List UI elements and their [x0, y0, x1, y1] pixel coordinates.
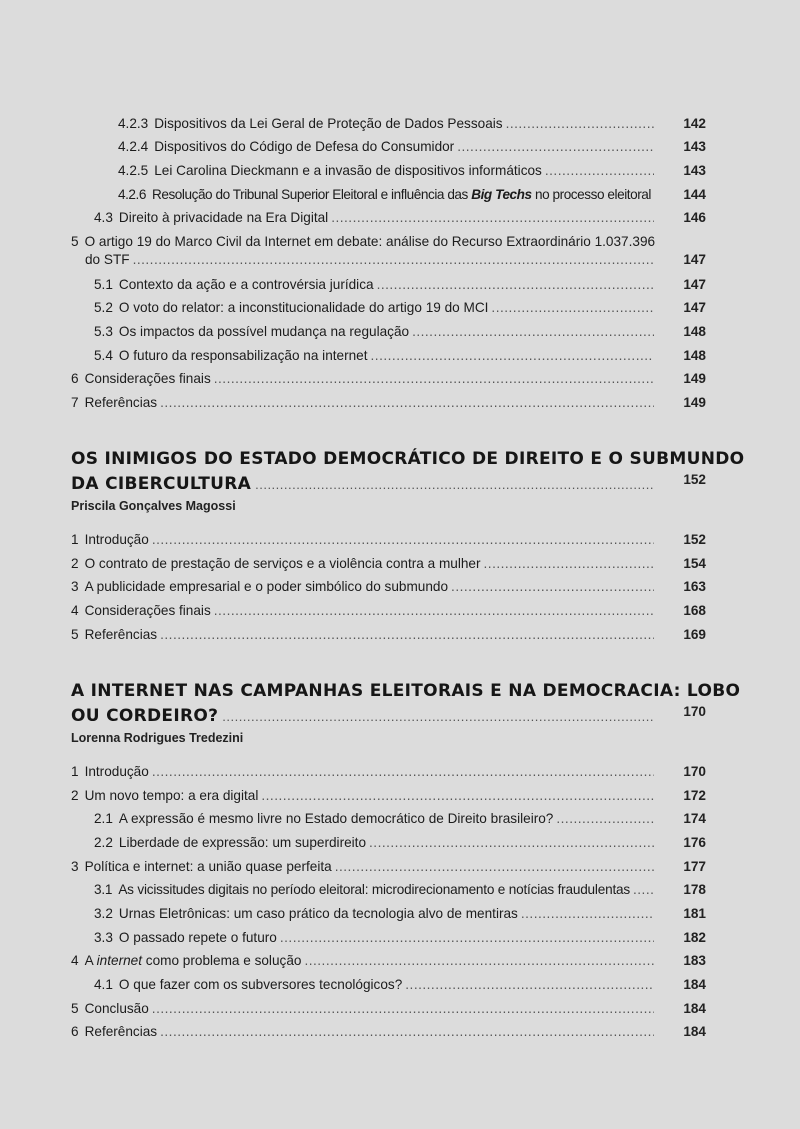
toc-entry[interactable] [71, 858, 706, 876]
entry-number: 1 [71, 764, 79, 779]
dot-leader [152, 1000, 654, 1018]
entry-number: 5 [71, 627, 79, 642]
toc-entry-5-2[interactable] [94, 299, 706, 317]
chapter-title-line2: OU CORDEIRO? [71, 706, 219, 726]
toc-entry[interactable] [71, 626, 706, 644]
entry-title: A expressão é mesmo livre no Estado democrático de Direito brasileiro? [118, 811, 554, 826]
dot-leader [491, 299, 654, 317]
page-number: 169 [683, 627, 706, 642]
entry-number: 5.1 [94, 277, 113, 292]
page-number: 147 [683, 277, 706, 292]
dot-leader [160, 394, 654, 412]
page-number: 152 [683, 472, 706, 487]
dot-leader [521, 905, 654, 923]
dot-leader [556, 810, 654, 828]
entry-number: 4.2.4 [118, 139, 149, 154]
chapter-title-line2: DA CIBERCULTURA [71, 474, 252, 494]
page-number: 143 [683, 139, 706, 154]
toc-entry[interactable] [71, 602, 706, 620]
page-number: 184 [683, 977, 706, 992]
page-number: 147 [683, 300, 706, 315]
entry-title: Os impactos da possível mudança na regulação [118, 324, 410, 339]
entry-number: 7 [71, 395, 79, 410]
dot-leader [484, 555, 654, 573]
page-number: 147 [683, 252, 706, 267]
dot-leader [214, 602, 654, 620]
toc-entry-4-2-6[interactable] [118, 186, 706, 204]
entry-title: Considerações finais [84, 371, 211, 386]
entry-number: 6 [71, 1024, 79, 1039]
entry-number: 3 [71, 859, 79, 874]
dot-leader [152, 531, 654, 549]
toc-entry-5-4[interactable] [94, 347, 706, 365]
page-number: 142 [683, 116, 706, 131]
page-number: 163 [683, 579, 706, 594]
entry-title: As vicissitudes digitais no período eleitoral: microdirecionamento e notícias fraudulentas [118, 882, 630, 897]
dot-leader [214, 370, 654, 388]
dot-leader [222, 709, 654, 724]
entry-title: Lei Carolina Dieckmann e a invasão de dispositivos informáticos [154, 163, 542, 178]
toc-entry[interactable] [94, 976, 706, 994]
page-number: 170 [683, 704, 706, 719]
toc-entry-5-1[interactable] [94, 276, 706, 294]
dot-leader [304, 952, 654, 970]
dot-leader [331, 209, 654, 227]
toc-entry[interactable] [71, 1000, 706, 1018]
toc-entry[interactable] [94, 810, 706, 828]
toc-entry-4-2-3[interactable] [118, 115, 706, 133]
entry-title: O contrato de prestação de serviços e a violência contra a mulher [84, 556, 481, 571]
dot-leader [160, 1023, 654, 1041]
dot-leader [133, 251, 654, 269]
dot-leader [335, 858, 654, 876]
entry-title: Urnas Eletrônicas: um caso prático da tecnologia alvo de mentiras [118, 906, 518, 921]
entry-title-part: no processo eleitoral [531, 187, 651, 202]
page-number: 181 [683, 906, 706, 921]
dot-leader [633, 881, 654, 899]
dot-leader [412, 323, 654, 341]
toc-entry-4-2-5[interactable] [118, 162, 706, 180]
entry-number: 4.2.6 [118, 187, 146, 202]
page-number: 184 [683, 1001, 706, 1016]
toc-entry[interactable] [71, 555, 706, 573]
dot-leader [457, 138, 654, 156]
chapter-title-row[interactable] [71, 704, 706, 728]
page-number: 154 [683, 556, 706, 571]
page-number: 170 [683, 764, 706, 779]
entry-title-part: como problema e solução [142, 953, 302, 968]
entry-title: Liberdade de expressão: um superdireito [118, 835, 367, 850]
entry-title: Referências [84, 627, 158, 642]
entry-title: Política e internet: a união quase perfeita [84, 859, 332, 874]
entry-number: 4 [71, 953, 79, 968]
page-number: 172 [683, 788, 706, 803]
toc-entry-5-line1[interactable] [71, 233, 655, 251]
toc-entry[interactable] [71, 787, 706, 805]
entry-title: Dispositivos do Código de Defesa do Consumidor [154, 139, 455, 154]
page-number: 149 [683, 395, 706, 410]
entry-title: O que fazer com os subversores tecnológicos? [118, 977, 403, 992]
entry-title: O artigo 19 do Marco Civil da Internet em debate: análise do Recurso Extraordinário 1.037.396 [84, 234, 656, 249]
toc-entry[interactable] [71, 531, 706, 549]
entry-title-part: A [84, 953, 97, 968]
toc-entry[interactable] [94, 881, 706, 899]
entry-number: 5 [71, 1001, 79, 1016]
dot-leader [506, 115, 654, 133]
dot-leader [377, 276, 654, 294]
entry-title: Conclusão [84, 1001, 149, 1016]
page-number: 146 [683, 210, 706, 225]
entry-number: 2 [71, 556, 79, 571]
page-number: 148 [683, 324, 706, 339]
entry-title-continued: do STF [85, 252, 130, 267]
entry-number: 5.2 [94, 300, 113, 315]
entry-title: Dispositivos da Lei Geral de Proteção de Dados Pessoais [154, 116, 503, 131]
chapter-title-line1[interactable]: A INTERNET NAS CAMPANHAS ELEITORAIS E NA DEMOCRACIA: LOBO [71, 681, 741, 701]
entry-title: Um novo tempo: a era digital [84, 788, 259, 803]
page-number: 148 [683, 348, 706, 363]
chapter-title-row[interactable] [71, 472, 706, 496]
page-number: 183 [683, 953, 706, 968]
entry-title: A publicidade empresarial e o poder simbólico do submundo [84, 579, 449, 594]
entry-number: 2.1 [94, 811, 113, 826]
entry-number: 3.2 [94, 906, 113, 921]
entry-number: 3.1 [94, 882, 113, 897]
page-number: 144 [683, 187, 706, 202]
dot-leader [261, 787, 654, 805]
entry-title: Considerações finais [84, 603, 211, 618]
page-number: 177 [683, 859, 706, 874]
toc-entry[interactable] [71, 952, 706, 970]
entry-number: 6 [71, 371, 79, 386]
page-number: 174 [683, 811, 706, 826]
chapter-author: Lorenna Rodrigues Tredezini [71, 731, 244, 745]
toc-entry[interactable] [94, 929, 706, 947]
entry-number: 1 [71, 532, 79, 547]
entry-number: 4 [71, 603, 79, 618]
dot-leader [405, 976, 654, 994]
dot-leader [451, 578, 654, 596]
entry-number: 5.3 [94, 324, 113, 339]
dot-leader [545, 162, 654, 180]
toc-entry-7[interactable] [71, 394, 706, 412]
page-number: 143 [683, 163, 706, 178]
page-number: 149 [683, 371, 706, 386]
toc-entry-4-2-4[interactable] [118, 138, 706, 156]
toc-entry[interactable] [94, 905, 706, 923]
entry-title: Introdução [84, 532, 149, 547]
dot-leader [371, 347, 654, 365]
entry-title: O passado repete o futuro [118, 930, 277, 945]
entry-title-emphasis: internet [96, 953, 142, 968]
page-number: 152 [683, 532, 706, 547]
entry-title: Referências [84, 395, 158, 410]
toc-entry[interactable] [71, 578, 706, 596]
toc-entry[interactable] [71, 763, 706, 781]
chapter-author: Priscila Gonçalves Magossi [71, 499, 236, 513]
dot-leader [280, 929, 654, 947]
entry-title: Contexto da ação e a controvérsia jurídica [118, 277, 374, 292]
entry-title-part: Resolução do Tribunal Superior Eleitoral e influência das [151, 187, 472, 202]
entry-number: 4.2.3 [118, 116, 149, 131]
entry-title: O futuro da responsabilização na internet [118, 348, 368, 363]
page-number: 184 [683, 1024, 706, 1039]
page-number: 182 [683, 930, 706, 945]
entry-number: 3 [71, 579, 79, 594]
toc-entry[interactable] [94, 834, 706, 852]
page-number: 168 [683, 603, 706, 618]
toc-entry-6[interactable] [71, 370, 706, 388]
entry-title: Direito à privacidade na Era Digital [118, 210, 329, 225]
dot-leader [255, 477, 654, 492]
page-number: 178 [683, 882, 706, 897]
entry-number: 4.2.5 [118, 163, 149, 178]
page-number: 176 [683, 835, 706, 850]
entry-number: 2 [71, 788, 79, 803]
entry-title-emphasis: Big Techs [471, 187, 532, 202]
toc-entry-4-3[interactable] [94, 209, 706, 227]
dot-leader [369, 834, 654, 852]
toc-entry[interactable] [71, 1023, 706, 1041]
dot-leader [152, 763, 654, 781]
entry-number: 2.2 [94, 835, 113, 850]
entry-number: 4.3 [94, 210, 113, 225]
entry-number: 4.1 [94, 977, 113, 992]
chapter-title-line1[interactable]: OS INIMIGOS DO ESTADO DEMOCRÁTICO DE DIREITO E O SUBMUNDO [71, 449, 745, 469]
entry-title: Referências [84, 1024, 158, 1039]
dot-leader [160, 626, 654, 644]
entry-number: 5.4 [94, 348, 113, 363]
entry-title: Introdução [84, 764, 149, 779]
toc-entry-5-line2[interactable] [85, 251, 706, 269]
entry-number: 5 [71, 234, 79, 249]
entry-number: 3.3 [94, 930, 113, 945]
toc-entry-5-3[interactable] [94, 323, 706, 341]
entry-title: O voto do relator: a inconstitucionalidade do artigo 19 do MCI [118, 300, 489, 315]
